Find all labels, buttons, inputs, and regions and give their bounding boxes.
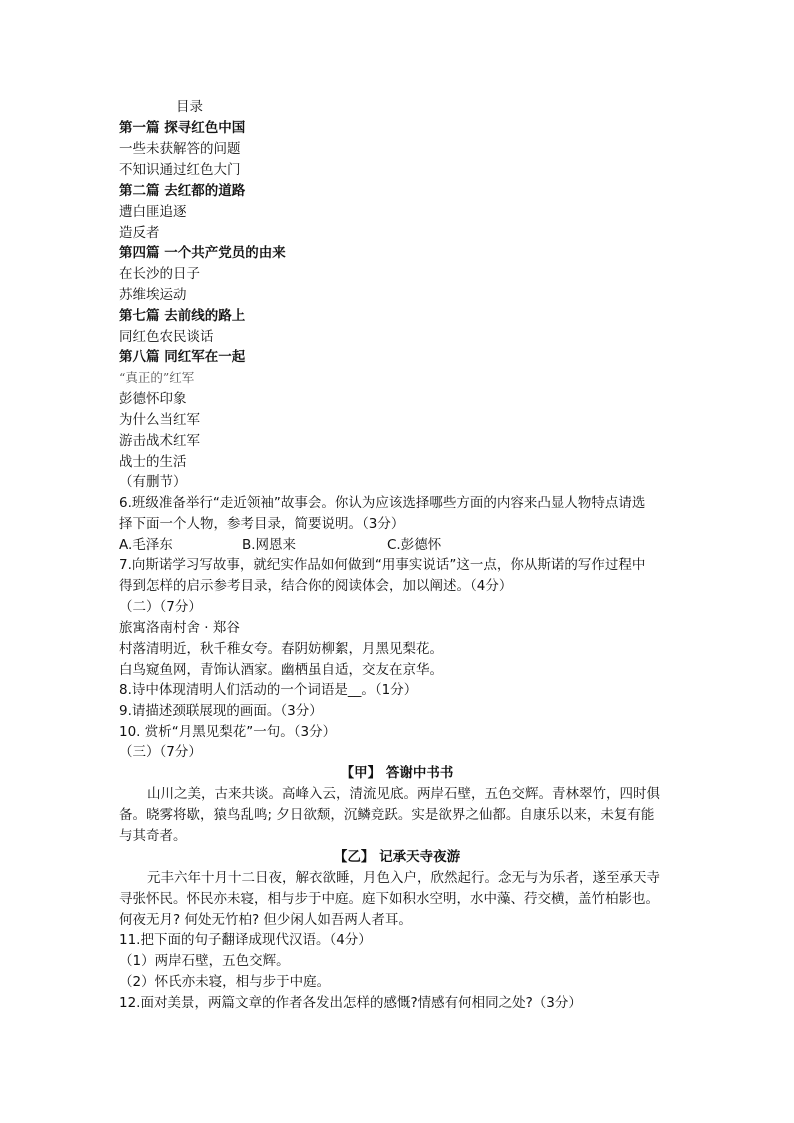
- toc-chapter: 遭白匪追逐: [119, 204, 187, 220]
- toc-chapter: 不知识通过红色大门: [119, 162, 241, 178]
- passage-jia-line: 与其奇者。: [119, 828, 187, 844]
- section-2-header: （二）（7分）: [119, 599, 202, 615]
- question-6-cont: 择下面一个人物，参考目录，简要说明。（3分）: [119, 516, 405, 532]
- toc-part-2: 第二篇 去红都的道路: [119, 183, 246, 199]
- poem-title: 旅寓洛南村舍 · 郑谷: [119, 620, 240, 636]
- toc-part-4: 第四篇 一个共产党员的由来: [119, 245, 286, 261]
- toc-chapter: “真正的”红军: [119, 370, 195, 385]
- toc-note: （有删节）: [119, 474, 187, 490]
- passage-yi-line: 元丰六年十月十二日夜，解衣欲睡，月色入户，欣然起行。念无与为乐者，遂至承天寺: [147, 870, 660, 886]
- toc-chapter: 战士的生活: [119, 454, 187, 470]
- question-11-1: （1）两岸石壁，五色交辉。: [119, 953, 290, 969]
- passage-yi-line: 寻张怀民。怀民亦未寝，相与步于中庭。庭下如积水空明，水中藻、荇交横，盖竹柏影也。: [119, 891, 659, 907]
- toc-chapter: 一些未获解答的问题: [119, 141, 241, 157]
- question-9: 9.请描述颈联展现的画面。（3分）: [119, 703, 323, 719]
- question-11: 11.把下面的句子翻译成现代汉语。（4分）: [119, 932, 372, 948]
- passage-jia-line: 备。晓雾将歇，猿鸟乱鸣; 夕日欲颓，沉鳞竞跃。实是欲界之仙都。自康乐以来，未复有能: [119, 807, 655, 823]
- question-6-options: [119, 535, 675, 555]
- question-6: 6.班级准备举行“走近领袖”故事会。你认为应该选择哪些方面的内容来凸显人物特点请选: [119, 495, 646, 511]
- question-8: 8.诗中体现清明人们活动的一个词语是__。（1分）: [119, 682, 418, 698]
- toc-part-8: 第八篇 同红军在一起: [119, 349, 246, 365]
- passage-jia-title: 【甲】 答谢中书书: [340, 765, 454, 781]
- question-10: 10. 赏析“月黑见梨花”一句。（3分）: [119, 724, 337, 740]
- question-12: 12.面对美景，两篇文章的作者各发出怎样的感慨?情感有何相同之处?（3分）: [119, 995, 582, 1011]
- toc-part-7: 第七篇 去前线的路上: [119, 308, 246, 324]
- toc-chapter: 在长沙的日子: [119, 266, 200, 282]
- question-7-cont: 得到怎样的启示参考目录，结合你的阅读体会，加以阐述。（4分）: [119, 578, 513, 594]
- question-11-2: （2）怀氏亦未寝，相与步于中庭。: [119, 974, 331, 990]
- option-c: C.彭德怀: [387, 537, 442, 553]
- toc-chapter: 为什么当红军: [119, 412, 200, 428]
- passage-yi-line: 何夜无月? 何处无竹柏? 但少闲人如吾两人者耳。: [119, 912, 412, 928]
- poem-line-1: 村落清明近，秋千稚女夸。春阴妨柳絮，月黑见梨花。: [119, 641, 443, 657]
- option-b: B.网恩来: [242, 537, 297, 553]
- toc-part-1: 第一篇 探寻红色中国: [119, 120, 246, 136]
- toc-chapter: 彭德怀印象: [119, 391, 187, 407]
- toc-chapter: 造反者: [119, 225, 160, 241]
- toc-chapter: 苏维埃运动: [119, 287, 187, 303]
- passage-yi-title: 【乙】 记承天寺夜游: [333, 849, 461, 865]
- poem-line-2: 白鸟窥鱼网，青饰认酒家。幽栖虽自适，交友在京华。: [119, 662, 443, 678]
- toc-title: 目录: [176, 99, 203, 115]
- option-a: A.毛泽东: [119, 537, 173, 553]
- toc-chapter: 同红色农民谈话: [119, 329, 214, 345]
- toc-chapter: 游击战术红军: [119, 433, 200, 449]
- question-7: 7.向斯诺学习写故事，就纪实作品如何做到“用事实说话”这一点，你从斯诺的写作过程中: [119, 557, 646, 573]
- passage-jia-line: 山川之美，古来共谈。高峰入云，清流见底。两岸石壁，五色交辉。青林翠竹，四时俱: [147, 786, 660, 802]
- section-3-header: （三）（7分）: [119, 744, 202, 760]
